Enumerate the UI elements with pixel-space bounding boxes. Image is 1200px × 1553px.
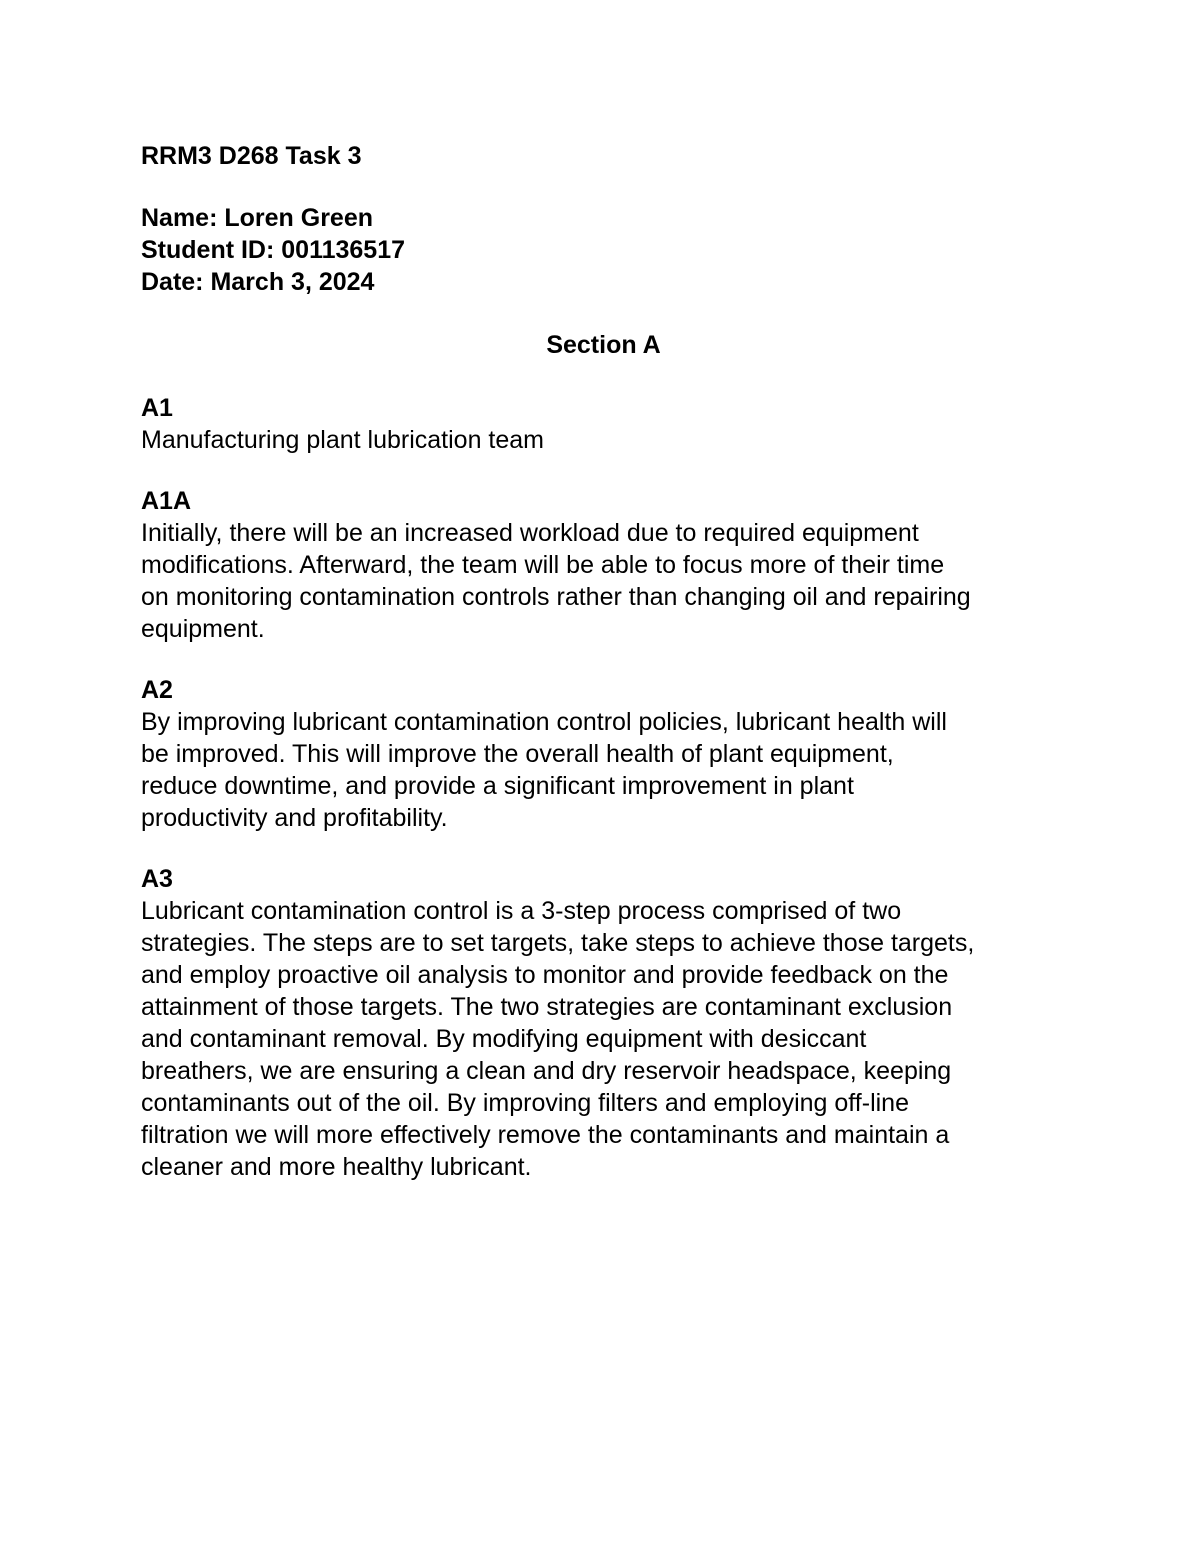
section-a3-line: contaminants out of the oil. By improving filters and employing off-line [141,1089,909,1117]
section-a3 [141,863,1066,1183]
section-a3-line: cleaner and more healthy lubricant. [141,1153,532,1181]
section-a1a-line: on monitoring contamination controls rather than changing oil and repairing [141,583,971,611]
section-a1a-line: equipment. [141,615,265,643]
document-meta [141,202,1066,298]
section-a2 [141,674,1066,834]
section-a1a-line: modifications. Afterward, the team will be able to focus more of their time [141,551,945,579]
section-a3-line: and employ proactive oil analysis to monitor and provide feedback on the [141,961,949,989]
section-heading: Section A [546,331,661,359]
section-a2-heading: A2 [141,676,173,704]
document-content [141,140,1066,1183]
section-a1a [141,485,1066,645]
section-a2-line: productivity and profitability. [141,804,448,832]
student-id-field: Student ID: 001136517 [141,236,406,264]
section-a2-line: reduce downtime, and provide a significant improvement in plant [141,772,854,800]
section-a3-line: strategies. The steps are to set targets, take steps to achieve those targets, [141,929,975,957]
section-a1-text: Manufacturing plant lubrication team [141,426,545,454]
document-title: RRM3 D268 Task 3 [141,142,362,170]
section-a1 [141,392,1066,456]
section-a3-heading: A3 [141,865,173,893]
section-a2-line: be improved. This will improve the overall health of plant equipment, [141,740,894,768]
section-a1a-line: Initially, there will be an increased workload due to required equipment [141,519,919,547]
section-a1a-heading: A1A [141,487,192,515]
section-a3-line: Lubricant contamination control is a 3-step process comprised of two [141,897,902,925]
section-a3-line: breathers, we are ensuring a clean and dry reservoir headspace, keeping [141,1057,952,1085]
name-field: Name: Loren Green [141,204,374,232]
section-a3-line: filtration we will more effectively remove the contaminants and maintain a [141,1121,950,1149]
section-a3-line: and contaminant removal. By modifying equipment with desiccant [141,1025,867,1053]
section-a2-line: By improving lubricant contamination control policies, lubricant health will [141,708,947,736]
date-field: Date: March 3, 2024 [141,268,375,296]
section-a1-heading: A1 [141,394,173,422]
section-a3-line: attainment of those targets. The two strategies are contaminant exclusion [141,993,953,1021]
